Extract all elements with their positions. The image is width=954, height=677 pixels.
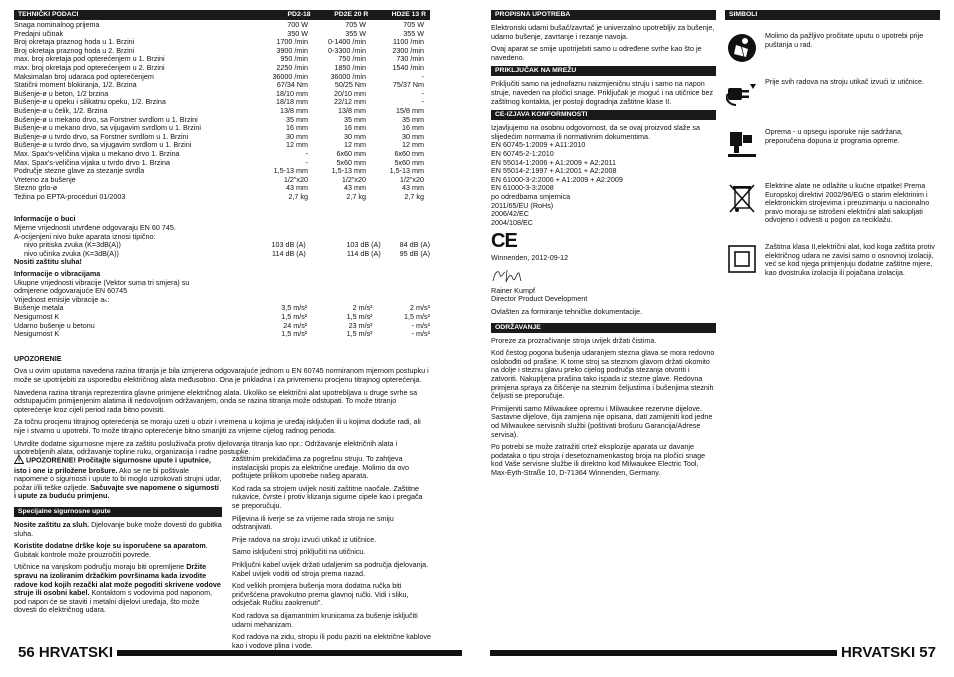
specs-cell: Statični moment blokiranja, 1/2. Brzina xyxy=(14,81,137,90)
vib-cell: - m/s² xyxy=(411,320,431,330)
page-number-right: HRVATSKI 57 xyxy=(837,645,940,661)
special-safety-header: Specijalne sigurnosne upute xyxy=(14,507,222,517)
crossed-bin-icon xyxy=(725,182,759,214)
insulated-grip-text: Kontaktom s vodovima pod naponom, pod napon će se staviti i metalni dijelovi uređaja, što može dovesti do električnog udara. xyxy=(14,588,213,615)
specs-cell: Bušenje-ø u mekano drvo, sa Forstner svrdlom u 1. Brzini xyxy=(14,115,198,124)
symbols-column xyxy=(725,10,940,285)
specs-row xyxy=(14,176,430,185)
specs-cell: - xyxy=(305,157,308,167)
specs-cell: Težina po EPTA-proceduri 01/2003 xyxy=(14,192,126,201)
specs-cell: 0-3300 /min xyxy=(328,45,366,55)
specs-cell: 13/8 mm xyxy=(338,105,366,115)
mains-connection-header: PRIKLJUČAK NA MREŽU xyxy=(491,66,716,76)
safety-p9: Kod radova na zidu, stropu ili podu paziti na električne kablove kao i vodove plina i vode. xyxy=(232,632,431,650)
noise-intro: Mjerne vrijednosti utvrđene odgovaraju EN 60 745. xyxy=(14,223,176,233)
specs-cell: max. broj okretaja pod opterećenjem u 1. Brzini xyxy=(14,55,165,64)
specs-cell: 2300 /min xyxy=(392,45,424,55)
symbol-class-ii xyxy=(725,243,940,277)
vib-intro-3: Vrijednost emisije vibracije aₕ: xyxy=(14,294,110,304)
specs-cell: 6x60 mm xyxy=(336,148,366,158)
ce-line: EN 60745-1:2009 + A11:2010 xyxy=(491,140,586,150)
vib-intro-2: odmjerene odgovarajuće EN 60745 xyxy=(14,286,128,296)
symbol-read-manual xyxy=(725,32,940,64)
specs-cell: Max. Spax's-veličina vijaka u mekano drvo 1. Brzina xyxy=(14,149,180,158)
maintenance-p1: Proreze za prozračivanje stroja uvijek držati čistima. xyxy=(491,335,657,345)
ce-line: po odredbama smjernica xyxy=(491,191,571,201)
insulated-grip-bold: Držite spravu na izoliranim držačkim površinama kada izvodite radove kod kojih rezački alat može pogoditi skrivene vodove struje ili osobni kabel. xyxy=(14,562,221,598)
vib-cell: Nesigurnost K xyxy=(14,330,60,339)
read-manual-icon xyxy=(725,32,759,64)
specs-cell: Snaga nominalnog prijema xyxy=(14,21,100,29)
noise-protect: Nositi zaštitu sluha! xyxy=(14,257,82,267)
model-hd2e-13r: HD2E 13 R xyxy=(391,11,426,18)
specs-cell: 6x60 mm xyxy=(394,148,424,158)
warning-p3: Za točnu procjenu titrajnog opterećenja se moraju uzeti u obzir i vremena u kojima je uređaj isključen ili u kojima doduše radi, ali nije i stvarno u upotrebi. To može titrajno opterećenje bitno smanjiti za vrijeme cijelog radnog perioda. xyxy=(14,417,421,435)
specs-row xyxy=(14,47,430,56)
specs-cell: 1/2"x20 xyxy=(341,174,366,184)
specs-cell: 12 mm xyxy=(402,140,424,150)
noise-cell: 95 dB (A) xyxy=(399,248,430,258)
page-number-left: 56 HRVATSKI xyxy=(14,645,117,661)
vib-cell: 1,5 m/s² xyxy=(404,312,431,321)
specs-cell: 50/25 Nm xyxy=(334,80,366,90)
specs-cell: 15/8 mm xyxy=(396,105,424,115)
vib-intro: Ukupne vrijednosti vibracije (Vektor suma tri smjera) su xyxy=(14,277,190,287)
maintenance-p3: Primijeniti samo Milwaukee opremu i Milwaukee rezervne dijelove. Sastavne dijelove, čija zamjena nije opisana, dati zamijeniti kod jedne od Milwaukee servisnih službi (poštivati brošuru Garancija/Adrese servisa). xyxy=(491,403,713,439)
specs-row xyxy=(14,167,430,176)
vib-cell: Bušenje metala xyxy=(14,304,64,313)
specs-cell: 18/18 mm xyxy=(276,97,308,107)
specs-cell: 0-1400 /min xyxy=(328,37,366,47)
proper-use-header: PROPISNA UPOTREBA xyxy=(491,10,716,20)
specs-cell: 2,7 kg xyxy=(346,191,366,201)
accessory-icon xyxy=(725,128,759,160)
specs-row xyxy=(14,193,430,202)
ce-authorised: Ovlašten za formiranje tehničke dokumentacije. xyxy=(491,307,643,317)
specs-cell: 1100 /min xyxy=(392,37,424,47)
vibration-section xyxy=(14,270,430,339)
specs-cell: 950 /min xyxy=(280,54,308,64)
vib-cell: 1,5 m/s² xyxy=(346,312,373,321)
specs-cell: 30 mm xyxy=(402,131,424,141)
specs-row xyxy=(14,30,430,39)
specs-cell: 12 mm xyxy=(344,140,366,150)
specs-cell: Maksimalan broj udaraca pod opterećenjem xyxy=(14,72,154,81)
symbol-unplug-text: Prije svih radova na stroju utikač izvući iz utičnice. xyxy=(765,77,924,86)
noise-cell: nivo pritiska zvuka (K=3dB(A)) xyxy=(24,241,121,250)
specs-cell: 2250 /min xyxy=(276,62,308,72)
warning-section xyxy=(14,355,430,457)
specs-cell: 36000 /min xyxy=(272,71,308,81)
specs-cell: Max. Spax's-veličina vijaka u tvrdo drvo 1. Brzina xyxy=(14,158,170,167)
specs-cell: 1,5-13 mm xyxy=(273,166,308,176)
safety-p7: Kod velikih promjera bušenja mora dodatna ručka biti pričvršćena pravokutno prema glavnoj ručki. Vidi i sliku, odsječak Ručku zaokrenuti". xyxy=(232,581,409,608)
ce-line: EN 61000-3-3:2008 xyxy=(491,183,554,193)
vib-row xyxy=(14,330,430,339)
vib-cell: 23 m/s² xyxy=(348,320,373,330)
aux-handle-text: . Gubitak kontrole može prouzročiti povrede. xyxy=(14,541,208,559)
specs-cell: 35 mm xyxy=(344,114,366,124)
vib-cell: Udarno bušenje u betonu xyxy=(14,321,95,330)
specs-cell: 16 mm xyxy=(402,123,424,133)
safety-p4: Prije radova na stroju izvući utikač iz utičnice. xyxy=(232,534,377,544)
proper-use-p2: Ovaj aparat se smije upotrijebiti samo u određene svrhe kao što je navedeno. xyxy=(491,44,702,62)
specs-cell: 67/34 Nm xyxy=(276,80,308,90)
specs-cell: Bušenje-ø u mekano drvo, sa vijugavim svrdlom u 1. Brzini xyxy=(14,124,201,133)
specs-cell: 35 mm xyxy=(286,114,308,124)
specs-row xyxy=(14,81,430,90)
safety-keep-instructions: Sačuvajte sve napomene o sigurnosti i upute za buduću primjenu. xyxy=(14,482,219,501)
ce-line: 2004/108/EC xyxy=(491,217,533,227)
model-pd2e-20r: PD2E 20 R xyxy=(334,11,369,18)
safety-p3: Piljevina ili iverje se za vrijeme rada stroja ne smiju odstranjivati. xyxy=(232,513,394,532)
specs-cell: 730 /min xyxy=(396,54,424,64)
ce-line: 2006/42/EC xyxy=(491,209,529,219)
tech-data-column xyxy=(14,10,430,461)
vib-cell: 1,5 m/s² xyxy=(281,312,308,321)
aux-handle-bold: Koristite dodatne drške koje su isporučene sa aparatom xyxy=(14,541,206,551)
specs-cell: 3900 /min xyxy=(276,45,308,55)
specs-cell: 43 mm xyxy=(344,183,366,193)
maintenance-p2: Kod čestog pogona bušenja udaranjem stezna glava se mora redovno oslobođiti od prašine. K tome stroj sa steznom glavom držati okomito na dolje i steznu glavu preko cijelog područja stezanja otvoriti i zatvoriti. Nakupljena prašina tako ispada iz stezne glave. Redovna primjena spraya za čišćenje na steznim čeljustima i bušenjima steznih čeljusti se preporučuje. xyxy=(491,348,715,401)
specs-cell: 36000 /min xyxy=(330,71,366,81)
safety-column-2 xyxy=(232,455,432,654)
specs-cell: 13/8 mm xyxy=(280,105,308,115)
vib-cell: 24 m/s² xyxy=(283,320,308,330)
vib-cell: Nesigurnost K xyxy=(14,313,60,321)
warning-p1: Ova u ovim uputama navedena razina titranja je bila izmjerena odgovarajuće jednom u EN 60745 normiranom mjernom postupku i može se upotrijebiti za usporedbu električnog alata međusobno. Ona je prikladna i za privremenu procjenu titrajnog opterećenja. xyxy=(14,366,429,384)
specs-cell: 12 mm xyxy=(286,140,308,150)
specs-cell: 1/2"x20 xyxy=(283,174,308,184)
specs-row xyxy=(14,55,430,64)
right-page-column xyxy=(491,10,716,482)
outdoor-sockets-text: Utičnice na vanjskom području moraju biti opremljene xyxy=(14,562,185,572)
specs-row xyxy=(14,90,430,99)
specs-row xyxy=(14,184,430,193)
vibration-title: Informacije o vibracijama xyxy=(14,269,101,279)
noise-title: Informacije o buci xyxy=(14,214,76,224)
safety-p1: zaštitnim prekidačima za pogrešnu struju. To zahtjeva instalacijski propis za električne uređaje. Molimo da ovo poštujete prilikom upotrebe našeg aparata. xyxy=(232,454,409,481)
specs-cell: 705 W xyxy=(403,20,424,29)
safety-warning-text: Ako se ne bi poštivale napomene o sigurnosti i upute to bi moglo uzrokovati strujni udar, požar i/ili teške ozljede. xyxy=(14,465,222,492)
specs-cell: 43 mm xyxy=(286,183,308,193)
warning-title: UPOZORENIE xyxy=(14,353,62,363)
safety-p8: Kod radova sa dijamantnim krunicama za bušenje isključiti udarni mehanizam. xyxy=(232,610,418,629)
mains-connection-text: Priključiti samo na jednofaznu naizmjeničnu struju i samo na napon struje, naveden na pločici snage. Priključak je moguć i na utičnice bez zaštitnog kontakta, jer postoji dogradnja zaštitne klase II. xyxy=(491,79,714,106)
specs-cell: 30 mm xyxy=(344,131,366,141)
safety-p2: Kod rada sa strojem uvijek nositi zaštitne naočale. Zaštitne rukavice, čvrste i protiv klizanja sigurne cipele kao i pregača se preporučuju. xyxy=(232,483,423,510)
specs-cell: 355 W xyxy=(403,28,424,38)
vib-cell: 1,5 m/s² xyxy=(281,329,308,339)
specs-cell: Područje stezne glave za stezanje svrdla xyxy=(14,167,145,176)
ce-signer-role: Director Product Development xyxy=(491,294,588,304)
specs-row xyxy=(14,159,430,168)
ce-line: EN 55014-2:1997 + A1:2001 + A2:2008 xyxy=(491,166,617,176)
specs-cell: 1,5-13 mm xyxy=(331,166,366,176)
specs-cell: 350 W xyxy=(287,28,308,38)
vib-cell: - m/s² xyxy=(411,329,431,339)
ce-declaration-lines xyxy=(491,124,716,227)
safety-p6: Priključni kabel uvijek držati udaljenim sa područja djelovanja. Kabel uvijek voditi od stroja prema nazad. xyxy=(232,559,429,578)
specs-cell: 16 mm xyxy=(286,123,308,133)
tech-data-header xyxy=(14,10,430,20)
specs-cell: 705 W xyxy=(345,20,366,29)
ce-line: EN 61000-3-2:2006 + A1:2009 + A2:2009 xyxy=(491,174,623,184)
maintenance-header: ODRŽAVANJE xyxy=(491,323,716,333)
specs-cell: 18/10 mm xyxy=(276,88,308,98)
specs-cell: 750 /min xyxy=(338,54,366,64)
specs-cell: Bušenje-ø u opeku i silikatnu opeku, 1/2. Brzina xyxy=(14,98,166,107)
noise-cell: 103 dB (A) xyxy=(271,240,306,250)
specs-cell: Bušenje-ø u tvrdo drvo, sa Forstner svrdlom u 1. Brzini xyxy=(14,132,189,141)
ce-line: EN 55014-1:2006 + A1:2009 + A2:2011 xyxy=(491,157,616,167)
specs-cell: 75/37 Nm xyxy=(392,80,424,90)
signature-icon xyxy=(491,267,716,285)
warning-p4: Utvrdite dodatne sigurnosne mjere za zaštitu posluživača protiv djelovanja titranja kao npr.: Održavanje električnih alata i upotrebljenih alata, održavanje topline ruku, organizacija i radne postupke. xyxy=(14,438,398,457)
noise-cell: 114 dB (A) xyxy=(272,248,306,258)
specs-row xyxy=(14,150,430,159)
vib-cell: 3,5 m/s² xyxy=(281,303,308,313)
ce-line: EN 60745-2-1:2010 xyxy=(491,148,554,158)
specs-cell: Broj okretaja praznog hoda u 1. Brzini xyxy=(14,38,135,47)
specs-cell: 5x60 mm xyxy=(394,157,424,167)
hearing-protection-bold: Nosite zaštitu za sluh. xyxy=(14,519,90,529)
noise-section xyxy=(14,215,430,267)
specs-cell: 22/12 mm xyxy=(334,97,366,107)
maintenance-p4: Po potrebi se može zatražiti crtež eksplozije aparata uz davanje podataka o tipu stroja i desetoznamenkastog broja na pločici snage kod Vaše servisne službe ili direktno kod Milwaukee Electric Tool, Max-Eyth-Straße 10, D-71364 Winnenden, Germany. xyxy=(491,442,706,477)
symbol-unplug xyxy=(725,78,940,110)
symbol-weee xyxy=(725,182,940,225)
symbol-read-manual-text: Molimo da pažljivo pročitate uputu o upotrebi prije puštanja u rad. xyxy=(765,31,924,49)
specs-row xyxy=(14,141,430,150)
specs-row xyxy=(14,107,430,116)
specs-cell: - xyxy=(421,88,424,98)
specs-cell: Predajni učinak xyxy=(14,29,64,38)
ce-declaration-header: CE-IZJAVA KONFORMNOSTI xyxy=(491,110,716,120)
hearing-protection-text: Djelovanje buke može dovesti do gubitka sluha. xyxy=(14,519,222,538)
symbol-class-ii-text: Zaštitna klasa II,električni alat, kod koga zaštita protiv električnog udara ne zavisi samo o osnovnoj izolaciji, već se kod njega primjenjuju dodatne zaštitne mjere, kao dvostruka izolacija ili pojačana izolacija. xyxy=(765,241,935,277)
specs-cell: Stezno grlo-ø xyxy=(14,184,58,193)
specs-cell: 2,7 kg xyxy=(288,191,308,201)
specs-cell: 1,5-13 mm xyxy=(389,166,424,176)
specs-row xyxy=(14,73,430,82)
specs-cell: Broj okretaja praznog hoda u 2. Brzini xyxy=(14,46,135,55)
unplug-icon xyxy=(725,78,759,110)
specs-cell: - xyxy=(421,97,424,107)
specs-cell: 30 mm xyxy=(286,131,308,141)
specs-cell: 355 W xyxy=(345,28,366,38)
noise-intro-2: A-ocijenjeni nivo buke aparata iznosi tipično: xyxy=(14,231,156,241)
vib-cell: 2 m/s² xyxy=(410,303,431,313)
specs-cell: 1850 /min xyxy=(334,62,366,72)
ce-line: Izjavljujemo na osobnu odgovornost, da se ovaj proizvod slaže sa slijedećim normama ili normativnim dokumentima. xyxy=(491,123,700,141)
specs-cell: 20/10 mm xyxy=(334,88,366,98)
safety-p5: Samo isključeni stroj priključiti na utičnicu. xyxy=(232,547,366,557)
safety-column xyxy=(14,455,222,619)
specs-row xyxy=(14,98,430,107)
ce-mark-icon: CE xyxy=(491,230,517,253)
noise-cell: nivo učinka zvuka (K=3dB(A)) xyxy=(24,249,119,258)
specs-cell: - xyxy=(305,148,308,158)
double-insulation-icon xyxy=(725,243,759,275)
specs-cell: 16 mm xyxy=(344,123,366,133)
specs-cell: 5x60 mm xyxy=(336,157,366,167)
specs-row xyxy=(14,133,430,142)
specs-cell: - xyxy=(421,71,424,81)
noise-cell: 103 dB (A) xyxy=(346,240,381,250)
specs-cell: Vreteno za bušenje xyxy=(14,175,76,184)
specs-cell: 2,7 kg xyxy=(404,191,424,201)
vib-cell: 1,5 m/s² xyxy=(346,329,373,339)
symbols-header: SIMBOLI xyxy=(725,10,940,20)
model-pd2-18: PD2-18 xyxy=(287,11,311,18)
specs-cell: max. broj okretaja pod opterećenjem u 2. Brzini xyxy=(14,63,165,72)
tech-data-title: TEHNIČKI PODACI xyxy=(18,11,79,18)
ce-line: 2011/65/EU (RoHs) xyxy=(491,200,554,210)
ce-signer-name: Rainer Kumpf xyxy=(491,285,535,295)
specs-row xyxy=(14,38,430,47)
specs-row xyxy=(14,21,430,30)
specs-cell: Bušenje-ø u tvrdo drvo, sa vijugavim svrdlom u 1. Brzini xyxy=(14,141,192,150)
specs-row xyxy=(14,64,430,73)
specs-cell: 35 mm xyxy=(402,114,424,124)
specs-cell: 1540 /min xyxy=(392,62,424,72)
specs-cell: 1700 /min xyxy=(276,37,308,47)
specs-cell: Bušenje-ø u beton, 1/2 brzina xyxy=(14,89,109,98)
specs-cell: 1/2"x20 xyxy=(399,174,424,184)
symbol-accessory-text: Oprema - u opsegu isporuke nije sadržana, preporučena dopuna iz programa opreme. xyxy=(765,127,903,145)
warning-p2: Navedena razina titranja reprezentira glavne primjene električnog alata. Ukoliko se električni alat upotrebljava u druge svrhe sa odstupajućim primijenjenim alatima ili nedovoljnim održavanjem, onda se razina titranja može odstupati. To može titranjo opterećenje kroz cijeli period rada bitno povisiti. xyxy=(14,387,418,414)
vib-cell: 2 m/s² xyxy=(352,303,373,313)
noise-cell: 114 dB (A) xyxy=(346,248,381,258)
specs-cell: Bušenje-ø u čelik, 1/2. Brzina xyxy=(14,106,108,115)
safety-warning-bold: UPOZORENIE! Pročitajte sigurnosne upute i uputnice, isto i one iz priložene brošure. xyxy=(14,455,211,475)
noise-row xyxy=(24,250,430,259)
symbol-weee-text: Elektrine alate ne odlažite u kućne otpatke! Prema Europskoj direktivi 2002/96/EG o starim elektrinim i elektronickim strojevima i preuzimanju u nacionalno pravo moraju se istrošeni električni alati sakupljati odvojeno i odvesti u pogon za reciklažu. xyxy=(765,181,930,225)
specs-cell: 43 mm xyxy=(402,183,424,193)
specs-cell: 700 W xyxy=(287,20,308,29)
specs-row xyxy=(14,124,430,133)
symbol-accessory xyxy=(725,128,940,160)
noise-cell: 84 dB (A) xyxy=(399,240,430,250)
specs-row xyxy=(14,116,430,125)
spec-table xyxy=(14,21,430,201)
ce-place-date: Winnenden, 2012-09-12 xyxy=(491,253,569,263)
proper-use-p1: Elektronski udarni bušač/zavrtač je univerzalno upotrebljiv za bušenje, udarno bušenje, zavrtanje i rezanje navoja. xyxy=(491,23,715,41)
